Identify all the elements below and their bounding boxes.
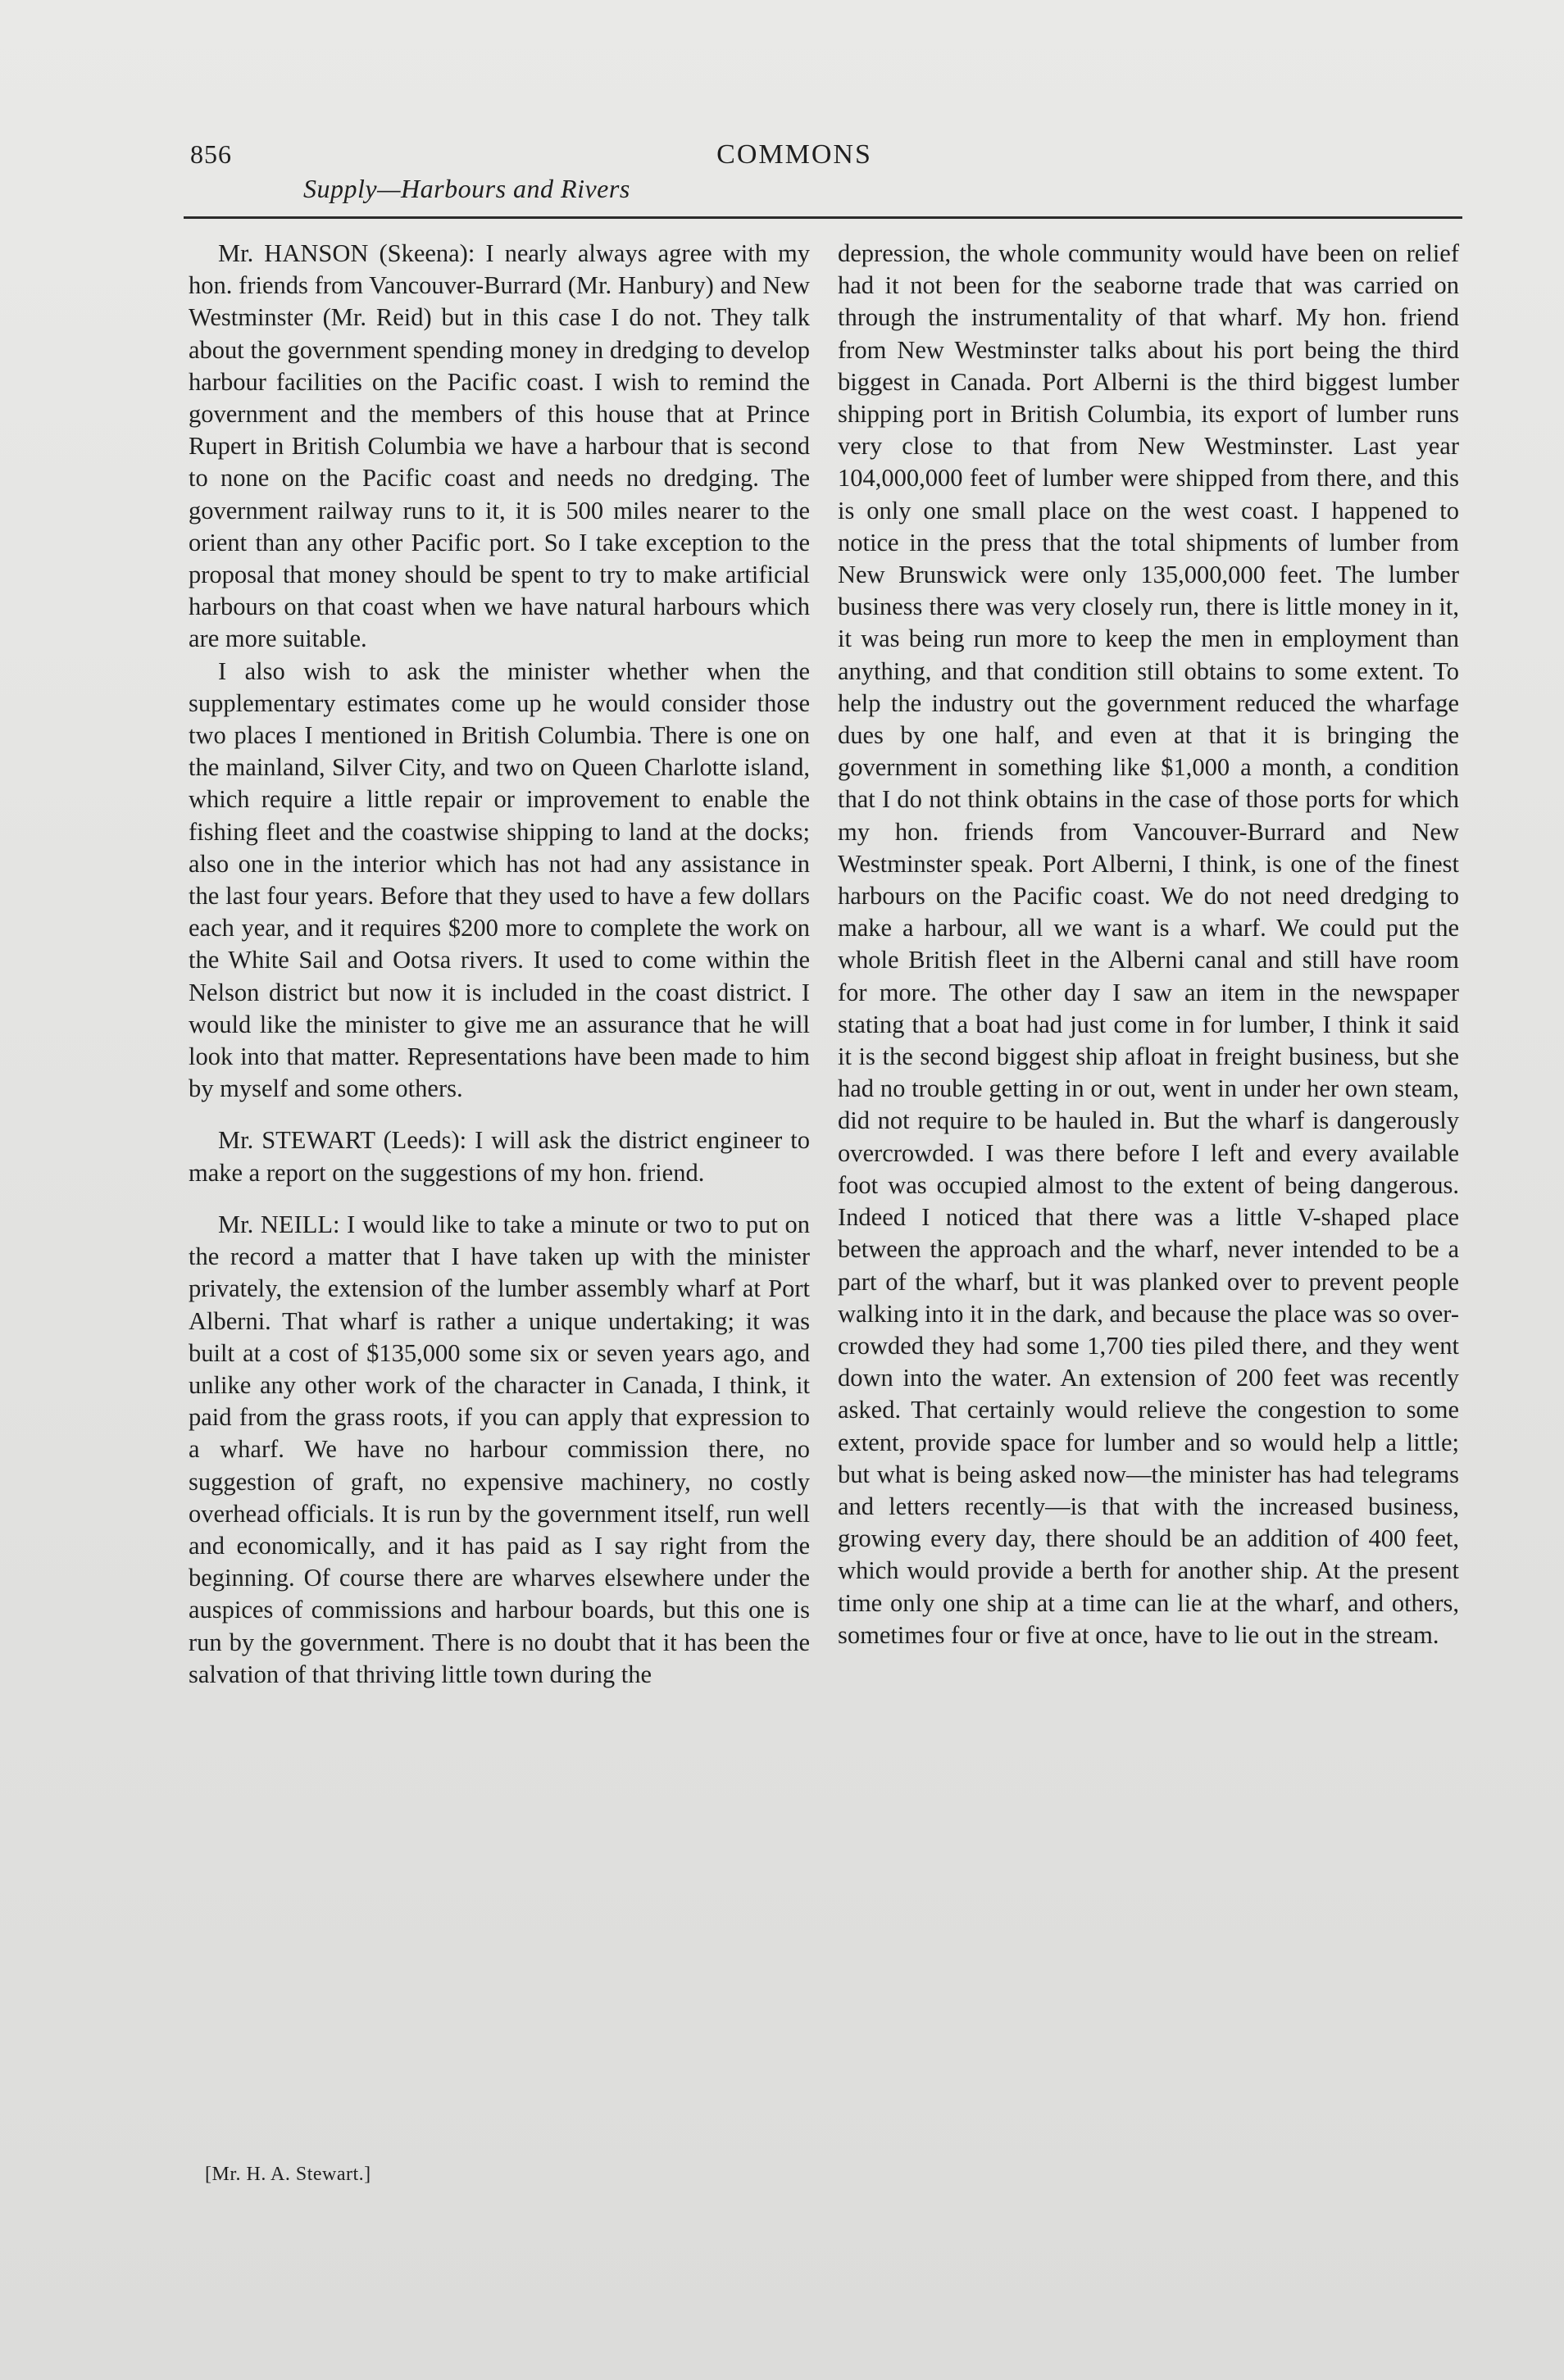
running-head: COMMONS xyxy=(716,139,872,170)
paragraph-gap xyxy=(189,1189,810,1209)
paragraph-neill-continued: depression, the whole community would have been on relief had it not been for the seaborne trade that was carried on through the instrumentality of that wharf. My hon. friend from New Westminster talks about his port being the third biggest in Canada. Port Alberni is the third biggest lumber shipping port in British Columbia, its export of lumber runs very close to that from New Westminster. Last year 104,000,000 feet of lumber were shipped from there, and this is only one small place on the west coast. I happened to notice in the press that the total shipments of lumber from New Brunswick were only 135,000,000 feet. The lumber business there was very closely run, there is little money in it, it was being run more to keep the men in employment than anything, and that condition still obtains to some extent. To help the industry out the government reduced the wharfage dues by one half, and even at that it is bringing the government in something like $1,000 a month, a condition that I do not think obtains in the case of those ports for which my hon. friends from Vancouver-Burrard and New Westminster speak. Port Alberni, I think, is one of the finest harbours on the Pacific coast. We do not need dredging to make a harbour, all we want is a wharf. We could put the whole British fleet in the Alberni canal and still have room for more. The other day I saw an item in the newspaper stating that a boat had just come in for lumber, I think it said it is the second biggest ship afloat in freight business, but she had no trouble getting in or out, went in under her own steam, did not require to be hauled in. But the wharf is dangerously overcrowded. I was there before I left and every available foot was occupied almost to the extent of being dangerous. Indeed I noticed that there was a little V-shaped place between the approach and the wharf, never intended to be a part of the wharf, but it was planked over to prevent people walking into it in the dark, and because the place was so over-crowded they had some 1,700 ties piled there, and they went down into the water. An extension of 200 feet was recently asked. That certainly would relieve the congestion to some extent, provide space for lumber and so would help a little; but what is being asked now—the minister has had telegrams and letters recently—is that with the increased business, growing every day, there should be an addition of 400 feet, which would provide a berth for another ship. At the present time only one ship at a time can lie at the wharf, and others, sometimes four or five at once, have to lie out in the stream. xyxy=(838,239,1459,1649)
speaker-footnote: [Mr. H. A. Stewart.] xyxy=(205,2164,371,2185)
paragraph-neill: Mr. NEILL: I would like to take a minute or two to put on the record a matter that I have taken up with the minister privately, the extension of the lumber assembly wharf at Port Alberni. That wharf is rather a unique undertaking; it was built at a cost of $135,000 some six or seven years ago, and unlike any other work of the character in Canada, I think, it paid from the grass roots, if you can apply that expression to a wharf. We have no harbour commission there, no suggestion of graft, no expensive machinery, no costly overhead officials. It is run by the government itself, run well and economically, and it has paid as I say right from the beginning. Of course there are wharves elsewhere under the auspices of commissions and harbour boards, but this one is run by the government. There is no doubt that it has been the salvation of that thriving little town during the xyxy=(189,1210,810,1688)
section-heading: Supply—Harbours and Rivers xyxy=(303,174,630,203)
paragraph-gap xyxy=(189,1105,810,1124)
header-rule xyxy=(184,216,1462,219)
paragraph-stewart: Mr. STEWART (Leeds): I will ask the district engineer to make a report on the suggestions of my hon. friend. xyxy=(189,1126,810,1187)
right-column xyxy=(838,238,1459,1651)
paragraph-hanson: Mr. HANSON (Skeena): I nearly always agree with my hon. friends from Vancouver-Burrard (Mr. Hanbury) and New Westminster (Mr. Reid) but in this case I do not. They talk about the government spending money in dredging to develop harbour facilities on the Pacific coast. I wish to remind the government and the members of this house that at Prince Rupert in British Columbia we have a harbour that is second to none on the Pacific coast and needs no dredging. The government railway runs to it, it is 500 miles nearer to the orient than any other Pacific port. So I take exception to the proposal that money should be spent to try to make artificial harbours on that coast when we have natural harbours which are more suitable. xyxy=(189,239,810,653)
page-number: 856 xyxy=(190,139,232,169)
left-column xyxy=(189,238,810,1691)
paragraph-hanson-continued: I also wish to ask the minister whether when the supplementary estimates come up he would consider those two places I mentioned in British Columbia. There is one on the mainland, Silver City, and two on Queen Charlotte island, which require a little repair or improvement to enable the fishing fleet and the coastwise shipping to land at the docks; also one in the interior which has not had any assistance in the last four years. Before that they used to have a few dollars each year, and it requires $200 more to complete the work on the White Sail and Ootsa rivers. It used to come within the Nelson district but now it is included in the coast district. I would like the minister to give me an assurance that he will look into that matter. Representations have been made to him by myself and some others. xyxy=(189,656,810,1103)
